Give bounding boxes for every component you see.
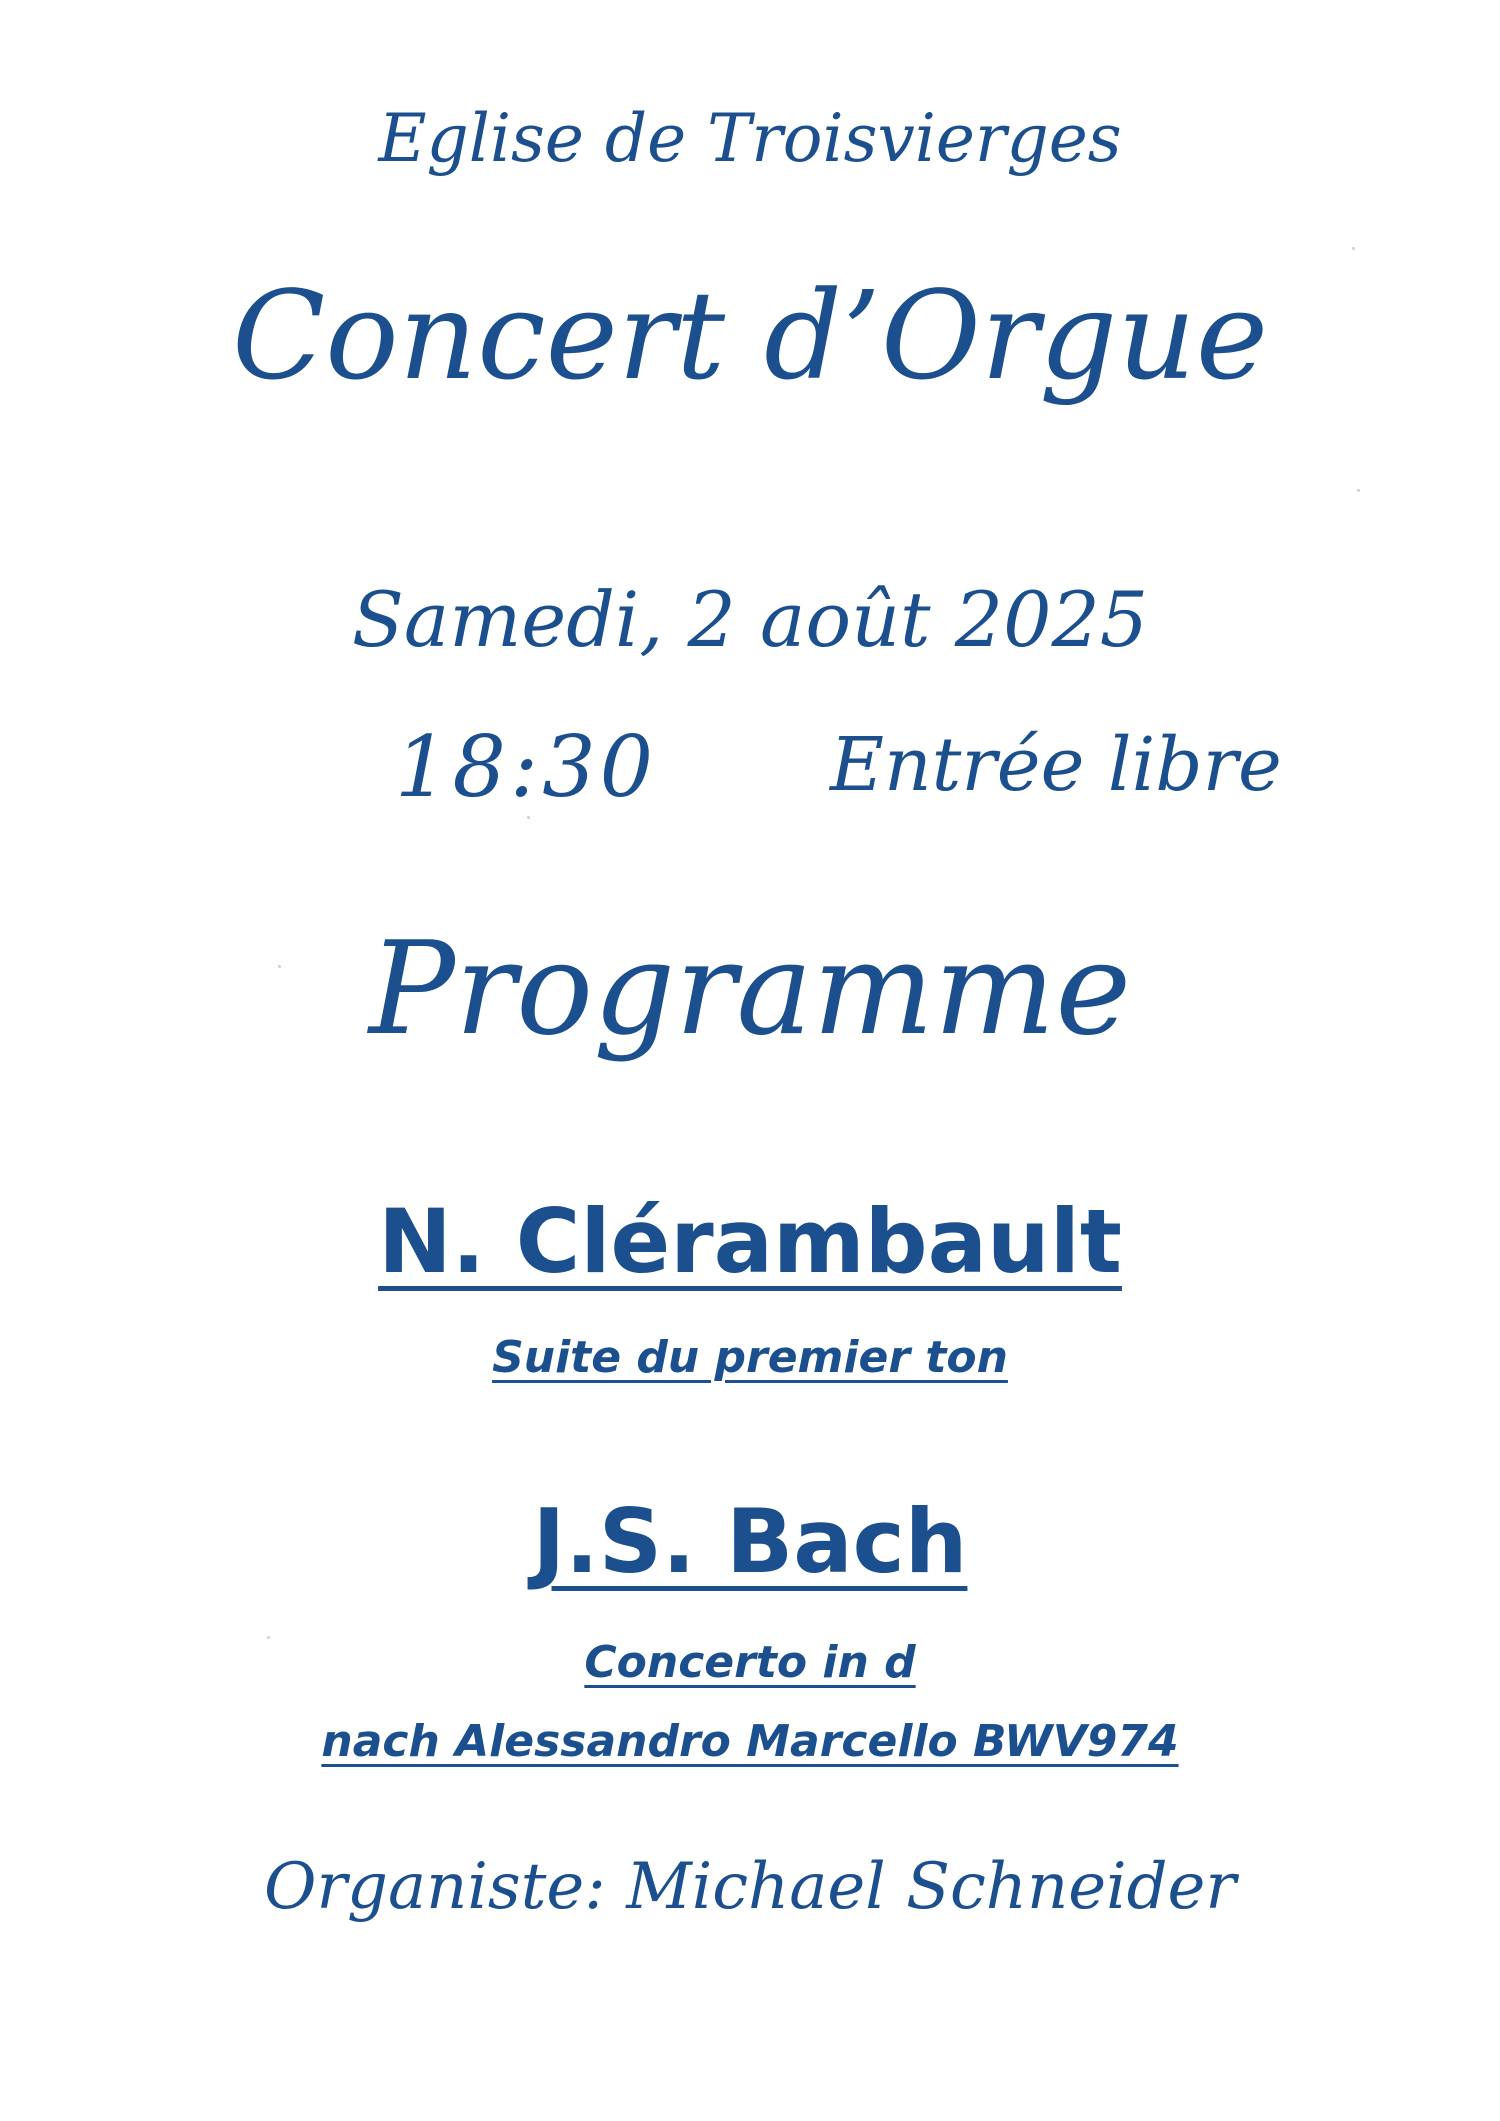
scan-speck (278, 965, 281, 968)
organist-credit: Organiste: Michael Schneider (263, 1850, 1237, 1924)
concert-time: 18:30 (395, 718, 658, 816)
scan-speck (1357, 489, 1360, 492)
work-title: Concerto in d (584, 1637, 916, 1688)
composer-name: J.S. Bach (532, 1490, 968, 1593)
scan-speck (527, 816, 530, 819)
admission-note: Entrée libre (830, 722, 1282, 808)
composer-name: N. Clérambault (378, 1190, 1122, 1293)
concert-date: Samedi, 2 août 2025 (351, 575, 1149, 664)
program-heading: Programme (368, 915, 1132, 1064)
venue-title: Eglise de Troisvierges (378, 100, 1122, 177)
scan-speck (267, 1636, 270, 1639)
work-subtitle: nach Alessandro Marcello BWV974 (321, 1716, 1179, 1767)
scan-speck (1352, 247, 1355, 250)
time-admission-row (0, 718, 1500, 828)
work-title: Suite du premier ton (492, 1332, 1008, 1383)
concert-title: Concert d’Orgue (231, 265, 1269, 407)
